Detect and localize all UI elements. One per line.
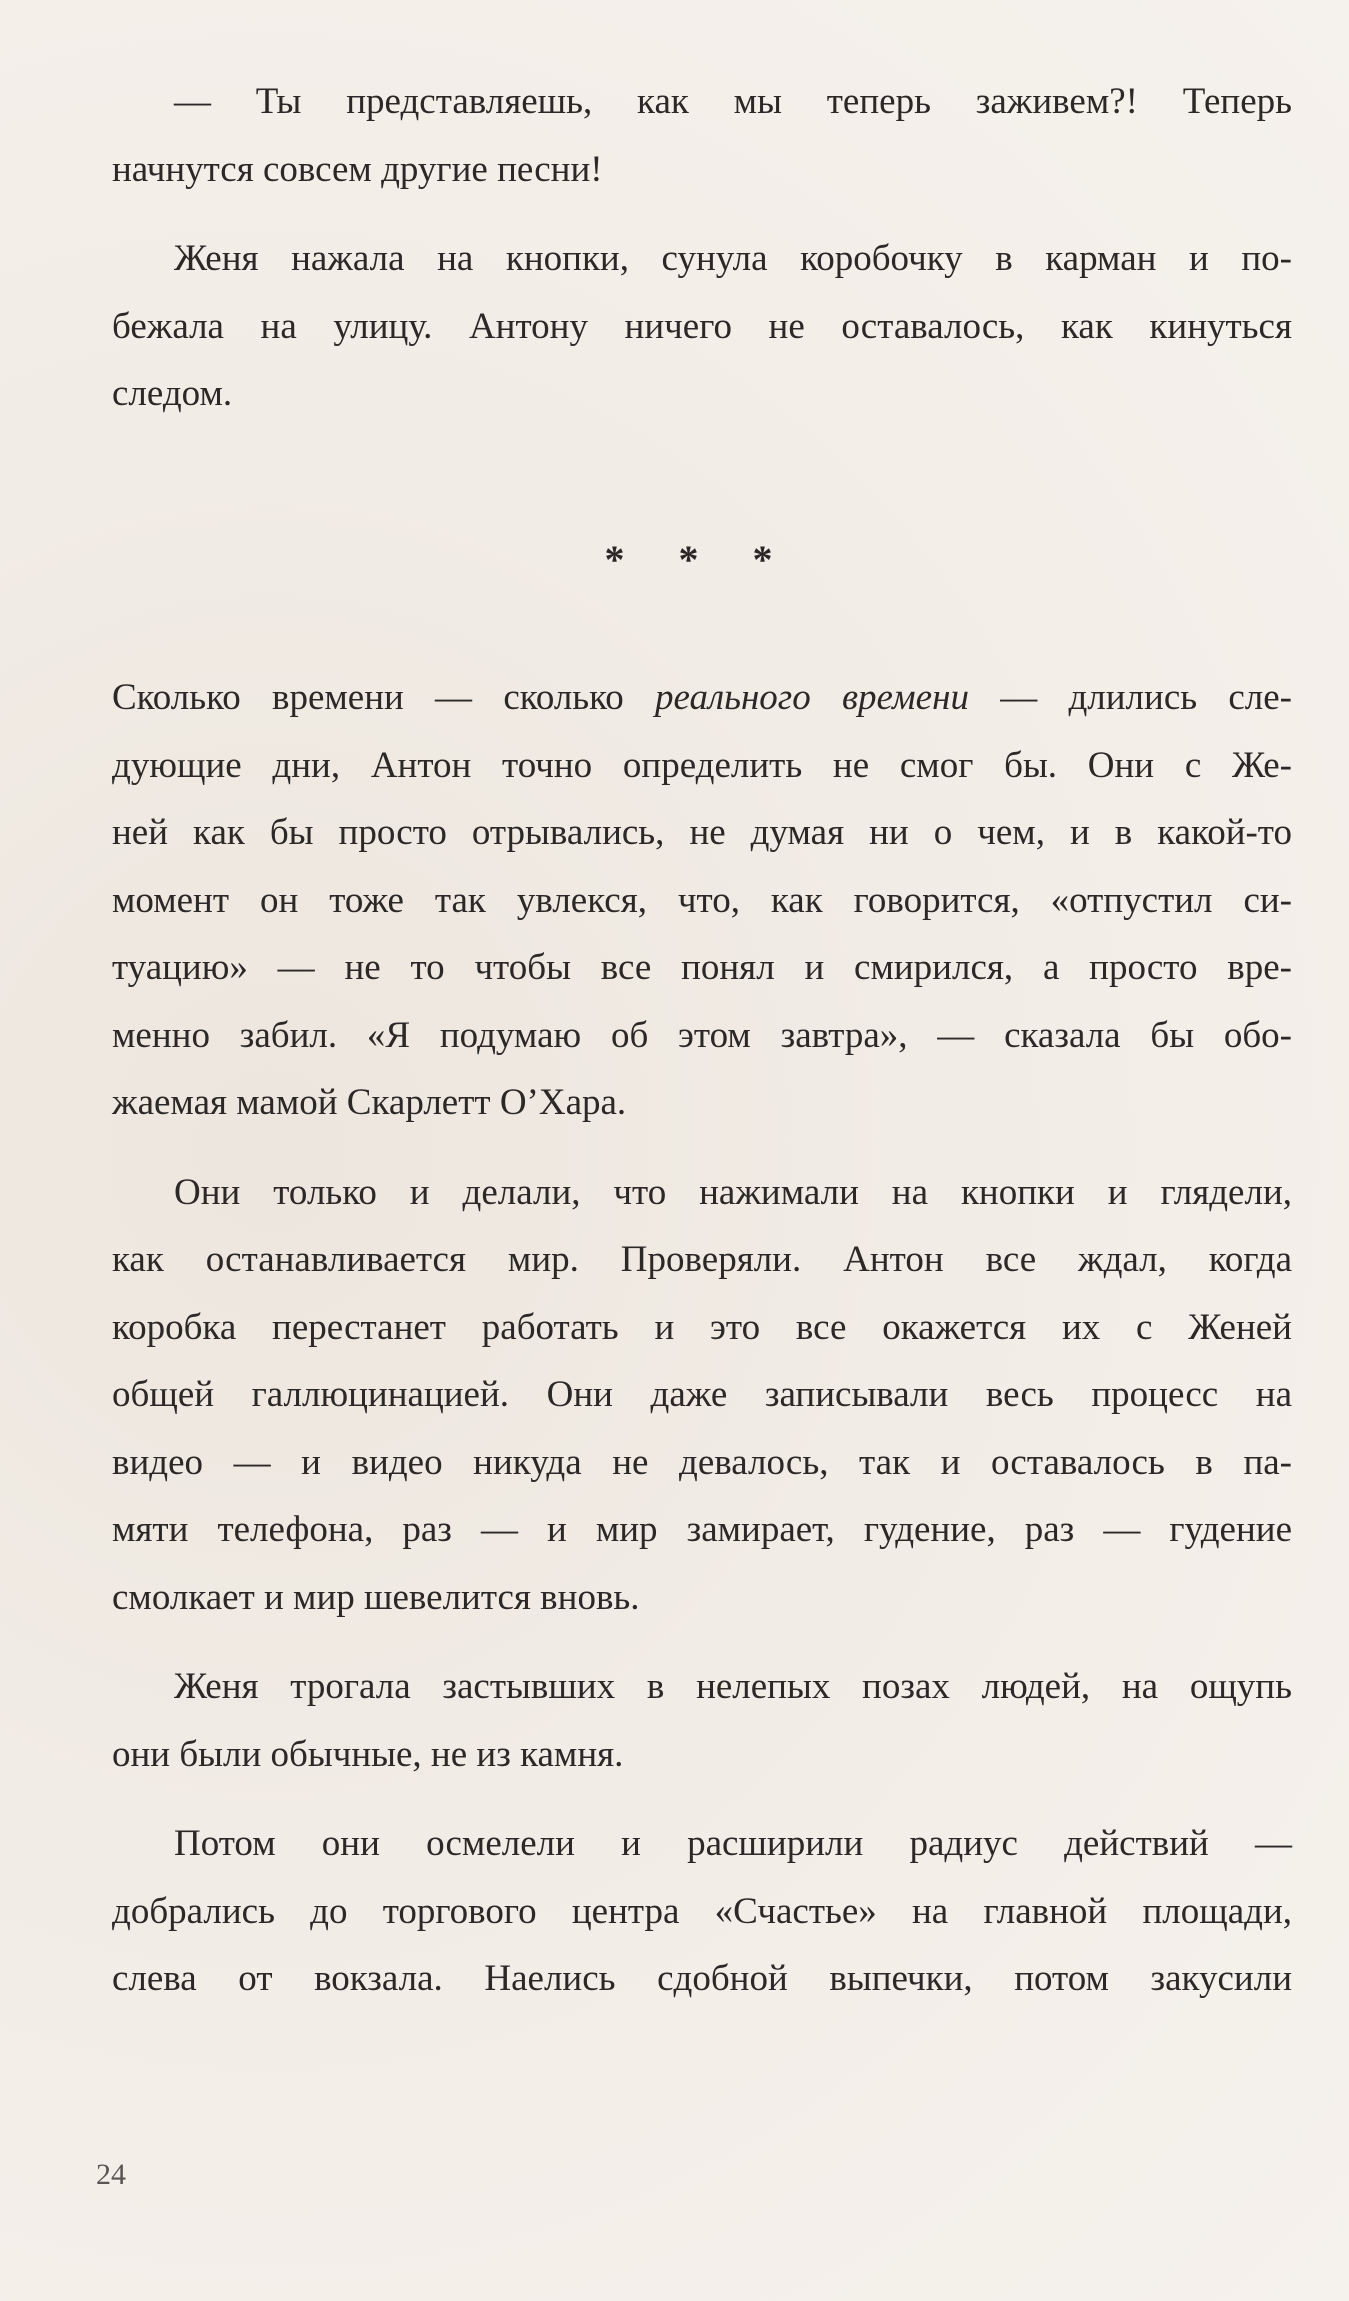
text-line: Потом они осмелели и расширили радиус действий — — [174, 1823, 1292, 1864]
text-line: общей галлюцинацией. Они даже записывали весь процесс на — [112, 1374, 1292, 1415]
paragraph — [112, 1810, 1292, 2013]
text-line: Они только и делали, что нажимали на кнопки и глядели, — [174, 1171, 1292, 1213]
page-number: 24 — [96, 2158, 126, 2191]
text-line: как останавливается мир. Проверяли. Антон все ждал, когда — [112, 1239, 1292, 1280]
text-line: они были обычные, не из камня. — [112, 1733, 624, 1775]
text-line: мяти телефона, раз — и мир замирает, гудение, раз — гудение — [112, 1509, 1292, 1550]
text-line: ней как бы просто отрывались, не думая ни о чем, и в какой-то — [112, 812, 1292, 853]
text-line: момент он тоже так увлекся, что, как говорится, «отпустил си- — [112, 879, 1292, 921]
text-line: жаемая мамой Скарлетт О’Хара. — [112, 1082, 627, 1123]
text-line: видео — и видео никуда не девалось, так и оставалось в па- — [112, 1441, 1292, 1483]
text-line: менно забил. «Я подумаю об этом завтра», — сказала бы обо- — [112, 1014, 1292, 1056]
italic-text: реального времени — [655, 677, 969, 718]
text-line: — Ты представляешь, как мы теперь заживем?! Теперь — [174, 81, 1292, 122]
text-line: добрались до торгового центра «Счастье» на главной площади, — [112, 1890, 1292, 1932]
paragraph — [112, 68, 1292, 203]
text-line: туацию» — не то чтобы все понял и смирился, а просто вре- — [112, 947, 1292, 988]
text-line: следом. — [112, 373, 233, 414]
text-line — [112, 664, 1292, 732]
text-line: коробка перестанет работать и это все окажется их с Женей — [112, 1306, 1292, 1348]
paragraph — [112, 225, 1292, 428]
text-line: Женя трогала застывших в нелепых позах людей, на ощупь — [174, 1666, 1292, 1707]
section-2 — [112, 664, 1292, 2035]
text-line: смолкает и мир шевелится вновь. — [112, 1576, 640, 1618]
section-separator: * * * — [604, 537, 795, 582]
text: Сколько времени — сколько — [112, 677, 656, 718]
text-line: Женя нажала на кнопки, сунула коробочку в карман и по- — [174, 238, 1292, 279]
paragraph — [112, 1159, 1292, 1632]
text: — длились сле- — [968, 677, 1292, 718]
section-1 — [112, 68, 1292, 450]
paragraph — [112, 664, 1292, 1137]
text-line: начнутся совсем другие песни! — [112, 148, 603, 190]
text-line: слева от вокзала. Наелись сдобной выпечки, потом закусили — [112, 1958, 1292, 1999]
text-line: дующие дни, Антон точно определить не смог бы. Они с Же- — [112, 744, 1292, 786]
text-line: бежала на улицу. Антону ничего не оставалось, как кинуться — [112, 305, 1292, 347]
paragraph — [112, 1653, 1292, 1788]
